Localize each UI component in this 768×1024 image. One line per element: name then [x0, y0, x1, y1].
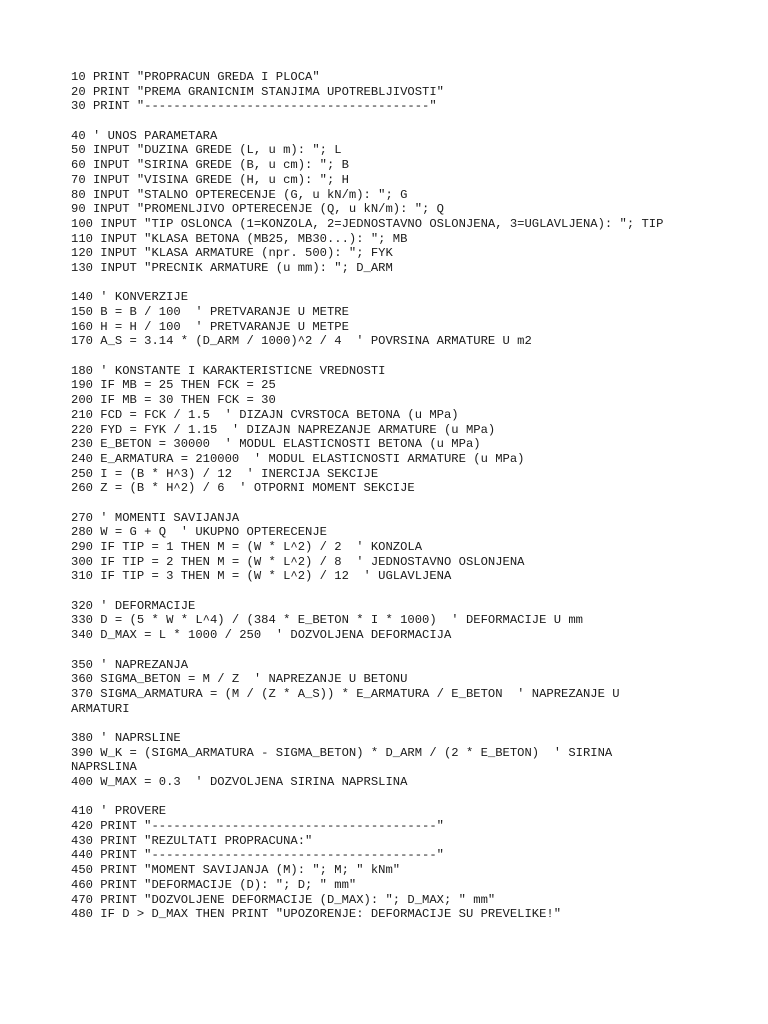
blank-line	[71, 716, 761, 731]
code-line: 460 PRINT "DEFORMACIJE (D): "; D; " mm"	[71, 877, 357, 892]
code-line: 210 FCD = FCK / 1.5 ' DIZAJN CVRSTOCA BETONA (u MPa)	[71, 407, 459, 422]
code-line: 430 PRINT "REZULTATI PROPRACUNA:"	[71, 833, 313, 848]
code-line: 350 ' NAPREZANJA	[71, 657, 189, 672]
code-block-checks	[71, 804, 761, 922]
code-line: 290 IF TIP = 1 THEN M = (W * L^2) / 2 ' KONZOLA	[71, 540, 423, 554]
code-line: 450 PRINT "MOMENT SAVIJANJA (M): "; M; " kNm"	[71, 863, 401, 878]
code-line: 10 PRINT "PROPRACUN GREDA I PLOCA"	[71, 70, 320, 84]
code-line: 310 IF TIP = 3 THEN M = (W * L^2) / 12 ' UGLAVLJENA	[71, 569, 452, 584]
code-line: 410 ' PROVERE	[71, 804, 167, 819]
code-line: 420 PRINT "---------------------------------------"	[71, 819, 444, 834]
code-line: 230 E_BETON = 30000 ' MODUL ELASTICNOSTI BETONA (u MPa)	[71, 437, 481, 452]
code-line: 40 ' UNOS PARAMETARA	[71, 128, 218, 143]
code-block-cracks	[71, 731, 761, 790]
code-line: 270 ' MOMENTI SAVIJANJA	[71, 510, 240, 525]
code-line: 150 B = B / 100 ' PRETVARANJE U METRE	[71, 305, 349, 319]
code-line: 100 INPUT "TIP OSLONCA (1=KONZOLA, 2=JEDNOSTAVNO OSLONJENA, 3=UGLAVLJENA): "; TIP	[71, 216, 664, 231]
blank-line	[71, 584, 761, 599]
code-line: 390 W_K = (SIGMA_ARMATURA - SIGMA_BETON) * D_ARM / (2 * E_BETON) ' SIRINA	[71, 745, 613, 760]
code-line: 180 ' KONSTANTE I KARAKTERISTICNE VREDNOSTI	[71, 363, 386, 378]
code-line: 300 IF TIP = 2 THEN M = (W * L^2) / 8 ' JEDNOSTAVNO OSLONJENA	[71, 554, 525, 569]
code-line: 340 D_MAX = L * 1000 / 250 ' DOZVOLJENA DEFORMACIJA	[71, 628, 452, 643]
code-line: 130 INPUT "PRECNIK ARMATURE (u mm): "; D_ARM	[71, 260, 393, 275]
code-line: 170 A_S = 3.14 * (D_ARM / 1000)^2 / 4 ' POVRSINA ARMATURE U m2	[71, 334, 532, 349]
code-block-constants	[71, 364, 761, 496]
code-line: ARMATURI	[71, 701, 130, 716]
code-line: 160 H = H / 100 ' PRETVARANJE U METPE	[71, 319, 349, 334]
blank-line	[71, 496, 761, 511]
code-line: 470 PRINT "DOZVOLJENE DEFORMACIJE (D_MAX): "; D_MAX; " mm"	[71, 892, 496, 907]
blank-line	[71, 349, 761, 364]
code-line: 70 INPUT "VISINA GREDE (H, u cm): "; H	[71, 172, 349, 187]
code-line: 30 PRINT "---------------------------------------"	[71, 99, 437, 114]
code-block-conversions	[71, 290, 761, 349]
code-block-stresses	[71, 658, 761, 717]
code-line: 360 SIGMA_BETON = M / Z ' NAPREZANJE U BETONU	[71, 672, 408, 687]
code-line: 110 INPUT "KLASA BETONA (MB25, MB30...): "; MB	[71, 231, 408, 246]
code-line: 480 IF D > D_MAX THEN PRINT "UPOZORENJE: DEFORMACIJE SU PREVELIKE!"	[71, 907, 562, 922]
code-block-header	[71, 70, 761, 114]
code-line: 190 IF MB = 25 THEN FCK = 25	[71, 378, 276, 393]
code-line: 370 SIGMA_ARMATURA = (M / (Z * A_S)) * E_ARMATURA / E_BETON ' NAPREZANJE U	[71, 686, 620, 701]
code-block-input	[71, 129, 761, 276]
blank-line	[71, 790, 761, 805]
code-line: 60 INPUT "SIRINA GREDE (B, u cm): "; B	[71, 158, 349, 173]
code-line: 250 I = (B * H^3) / 12 ' INERCIJA SEKCIJE	[71, 466, 379, 481]
code-line: 260 Z = (B * H^2) / 6 ' OTPORNI MOMENT SEKCIJE	[71, 481, 415, 496]
code-line: 280 W = G + Q ' UKUPNO OPTERECENJE	[71, 525, 327, 540]
code-listing	[71, 70, 761, 922]
code-line: NAPRSLINA	[71, 760, 137, 775]
blank-line	[71, 276, 761, 291]
code-line: 140 ' KONVERZIJE	[71, 290, 189, 305]
code-line: 120 INPUT "KLASA ARMATURE (npr. 500): "; FYK	[71, 246, 393, 261]
code-line: 20 PRINT "PREMA GRANICNIM STANJIMA UPOTREBLJIVOSTI"	[71, 84, 444, 99]
code-line: 50 INPUT "DUZINA GREDE (L, u m): "; L	[71, 143, 342, 158]
blank-line	[71, 114, 761, 129]
code-block-deformations	[71, 599, 761, 643]
blank-line	[71, 643, 761, 658]
code-line: 400 W_MAX = 0.3 ' DOZVOLJENA SIRINA NAPRSLINA	[71, 775, 408, 789]
code-line: 440 PRINT "---------------------------------------"	[71, 848, 444, 863]
code-line: 90 INPUT "PROMENLJIVO OPTERECENJE (Q, u kN/m): "; Q	[71, 202, 444, 217]
code-line: 240 E_ARMATURA = 210000 ' MODUL ELASTICNOSTI ARMATURE (u MPa)	[71, 451, 525, 466]
code-line: 380 ' NAPRSLINE	[71, 730, 181, 745]
code-line: 200 IF MB = 30 THEN FCK = 30	[71, 393, 276, 408]
code-line: 220 FYD = FYK / 1.15 ' DIZAJN NAPREZANJE ARMATURE (u MPa)	[71, 422, 496, 437]
code-line: 80 INPUT "STALNO OPTERECENJE (G, u kN/m): "; G	[71, 187, 408, 202]
code-line: 320 ' DEFORMACIJE	[71, 598, 196, 613]
code-line: 330 D = (5 * W * L^4) / (384 * E_BETON * I * 1000) ' DEFORMACIJE U mm	[71, 613, 583, 628]
code-block-moments	[71, 511, 761, 584]
